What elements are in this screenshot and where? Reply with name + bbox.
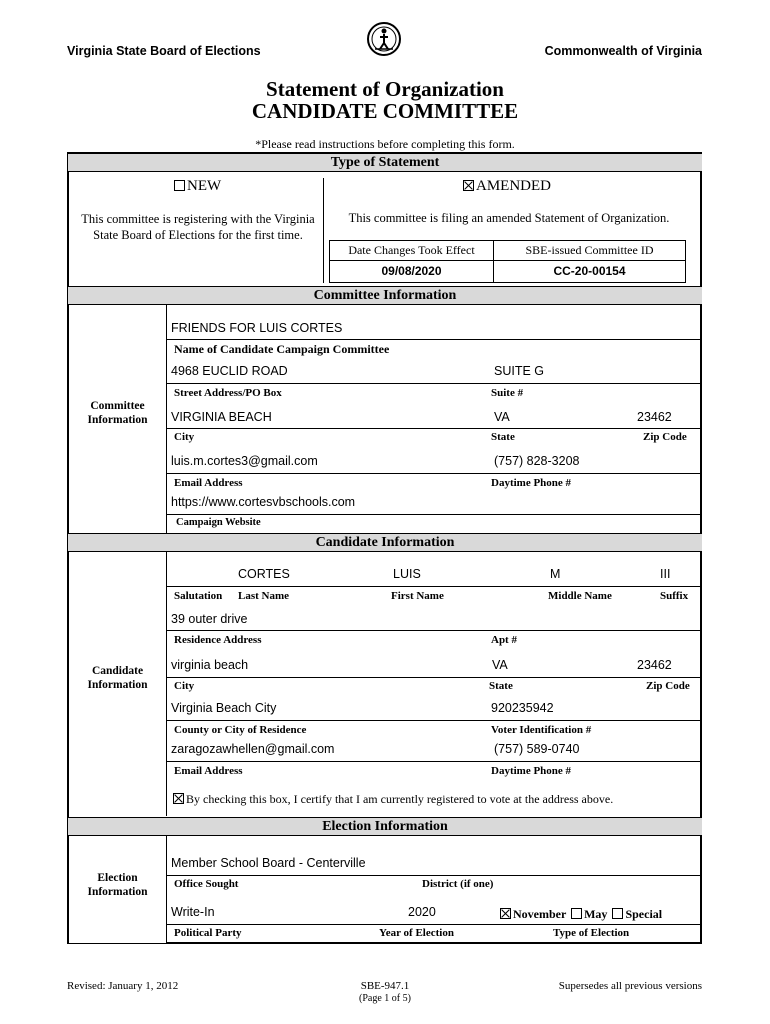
may-checkbox[interactable] bbox=[571, 908, 582, 919]
candidate-phone-label: Daytime Phone # bbox=[491, 765, 572, 777]
rule bbox=[166, 514, 700, 515]
rule bbox=[166, 586, 700, 587]
new-checkbox[interactable] bbox=[174, 180, 185, 191]
last-name-label: Last Name bbox=[238, 590, 290, 602]
form-title: Statement of Organization bbox=[266, 77, 504, 101]
middle-name-label: Middle Name bbox=[548, 590, 612, 602]
first-name-label: First Name bbox=[391, 590, 444, 602]
rule bbox=[166, 924, 700, 925]
supersedes-note: Supersedes all previous versions bbox=[558, 980, 702, 992]
november-checkbox[interactable] bbox=[500, 908, 511, 919]
form-subtitle: CANDIDATE COMMITTEE bbox=[251, 99, 519, 123]
amended-checkbox[interactable] bbox=[463, 180, 474, 191]
party-label: Political Party bbox=[174, 927, 242, 939]
county-label: County or City of Residence bbox=[174, 724, 307, 736]
committee-side-label: Committee Information bbox=[87, 400, 148, 426]
amended-description: This committee is filing an amended Statement of Organization. bbox=[348, 211, 670, 225]
certify-checkbox[interactable] bbox=[173, 793, 184, 804]
certify-row[interactable] bbox=[173, 792, 613, 807]
suite-value[interactable]: SUITE G bbox=[494, 364, 545, 378]
candidate-city-label: City bbox=[174, 680, 195, 692]
statement-divider bbox=[323, 178, 324, 283]
amended-details-table bbox=[329, 240, 686, 283]
candidate-email-label: Email Address bbox=[174, 765, 243, 777]
office-label: Office Sought bbox=[174, 878, 239, 890]
residence-value[interactable]: 39 outer drive bbox=[171, 612, 248, 626]
special-checkbox[interactable] bbox=[612, 908, 623, 919]
committee-state-label: State bbox=[491, 431, 515, 443]
website-value[interactable]: https://www.cortesvbschools.com bbox=[171, 495, 356, 509]
form-number: SBE-947.1 bbox=[360, 980, 410, 992]
committee-name-label: Name of Candidate Campaign Committee bbox=[174, 342, 390, 356]
agency-name: Virginia State Board of Elections bbox=[67, 44, 261, 58]
committee-city-value[interactable]: VIRGINIA BEACH bbox=[171, 410, 272, 424]
candidate-state-label: State bbox=[489, 680, 513, 692]
instructions-note: *Please read instructions before completing this form. bbox=[255, 137, 515, 151]
committee-information-heading: Committee Information bbox=[68, 286, 702, 305]
county-value[interactable]: Virginia Beach City bbox=[171, 701, 277, 715]
rule bbox=[166, 339, 700, 340]
year-value[interactable]: 2020 bbox=[408, 905, 436, 919]
office-value[interactable]: Member School Board - Centerville bbox=[171, 856, 366, 870]
middle-name-value[interactable]: M bbox=[550, 567, 561, 581]
certify-text: By checking this box, I certify that I am currently registered to vote at the address above. bbox=[186, 792, 614, 806]
new-option[interactable] bbox=[174, 178, 221, 195]
committee-phone-label: Daytime Phone # bbox=[491, 477, 572, 489]
special-option[interactable] bbox=[612, 907, 662, 921]
last-name-value[interactable]: CORTES bbox=[238, 567, 290, 581]
committee-id-value[interactable]: CC-20-00154 bbox=[553, 264, 626, 278]
suffix-label: Suffix bbox=[660, 590, 689, 602]
committee-id-label: SBE-issued Committee ID bbox=[494, 241, 685, 261]
rule bbox=[166, 720, 700, 721]
year-label: Year of Election bbox=[379, 927, 454, 939]
amended-option[interactable] bbox=[463, 178, 551, 195]
candidate-side-label: Candidate Information bbox=[87, 665, 148, 691]
committee-zip-value[interactable]: 23462 bbox=[637, 410, 672, 424]
rule bbox=[166, 677, 700, 678]
candidate-email-value[interactable]: zaragozawhellen@gmail.com bbox=[171, 742, 335, 756]
apt-label: Apt # bbox=[491, 634, 517, 646]
new-label: NEW bbox=[187, 178, 222, 194]
street-value[interactable]: 4968 EUCLID ROAD bbox=[171, 364, 288, 378]
website-label: Campaign Website bbox=[176, 517, 261, 528]
candidate-state-value[interactable]: VA bbox=[492, 658, 508, 672]
suffix-value[interactable]: III bbox=[660, 567, 671, 581]
street-label: Street Address/PO Box bbox=[174, 387, 282, 399]
election-type-options bbox=[500, 907, 662, 922]
committee-zip-label: Zip Code bbox=[643, 431, 687, 443]
new-description: This committee is registering with the Virginia State Board of Elections for the first time. bbox=[81, 212, 315, 242]
suite-label: Suite # bbox=[491, 387, 524, 399]
november-option[interactable] bbox=[500, 907, 566, 921]
type-label: Type of Election bbox=[553, 927, 630, 939]
voter-id-label: Voter Identification # bbox=[491, 724, 592, 736]
committee-phone-value[interactable]: (757) 828-3208 bbox=[494, 454, 580, 468]
district-label: District (if one) bbox=[422, 878, 494, 890]
date-changes-label: Date Changes Took Effect bbox=[330, 241, 494, 261]
committee-name-value[interactable]: FRIENDS FOR LUIS CORTES bbox=[171, 321, 343, 335]
revised-date: Revised: January 1, 2012 bbox=[67, 980, 179, 992]
candidate-zip-value[interactable]: 23462 bbox=[637, 658, 672, 672]
page-number: (Page 1 of 5) bbox=[359, 993, 411, 1004]
candidate-zip-label: Zip Code bbox=[646, 680, 690, 692]
date-changes-value[interactable]: 09/08/2020 bbox=[330, 261, 494, 282]
committee-email-label: Email Address bbox=[174, 477, 243, 489]
voter-id-value[interactable]: 920235942 bbox=[491, 701, 554, 715]
first-name-value[interactable]: LUIS bbox=[393, 567, 421, 581]
residence-label: Residence Address bbox=[174, 634, 262, 646]
election-side-label: Election Information bbox=[87, 872, 148, 898]
candidate-city-value[interactable]: virginia beach bbox=[171, 658, 249, 672]
committee-state-value[interactable]: VA bbox=[494, 410, 510, 424]
candidate-information-heading: Candidate Information bbox=[68, 533, 702, 552]
may-option[interactable] bbox=[571, 907, 607, 921]
rule bbox=[166, 875, 700, 876]
committee-city-label: City bbox=[174, 431, 195, 443]
special-label: Special bbox=[625, 907, 663, 921]
virginia-seal-icon bbox=[366, 20, 402, 58]
may-label: May bbox=[584, 907, 608, 921]
salutation-label: Salutation bbox=[174, 590, 223, 602]
candidate-phone-value[interactable]: (757) 589-0740 bbox=[494, 742, 580, 756]
committee-email-value[interactable]: luis.m.cortes3@gmail.com bbox=[171, 454, 318, 468]
rule bbox=[166, 761, 700, 762]
rule bbox=[166, 473, 700, 474]
commonwealth-name: Commonwealth of Virginia bbox=[544, 44, 702, 58]
rule bbox=[166, 383, 700, 384]
rule bbox=[166, 630, 700, 631]
november-label: November bbox=[513, 907, 567, 921]
party-value[interactable]: Write-In bbox=[171, 905, 215, 919]
amended-label: AMENDED bbox=[476, 178, 551, 194]
rule bbox=[166, 428, 700, 429]
type-of-statement-heading: Type of Statement bbox=[68, 153, 702, 172]
election-information-heading: Election Information bbox=[68, 817, 702, 836]
